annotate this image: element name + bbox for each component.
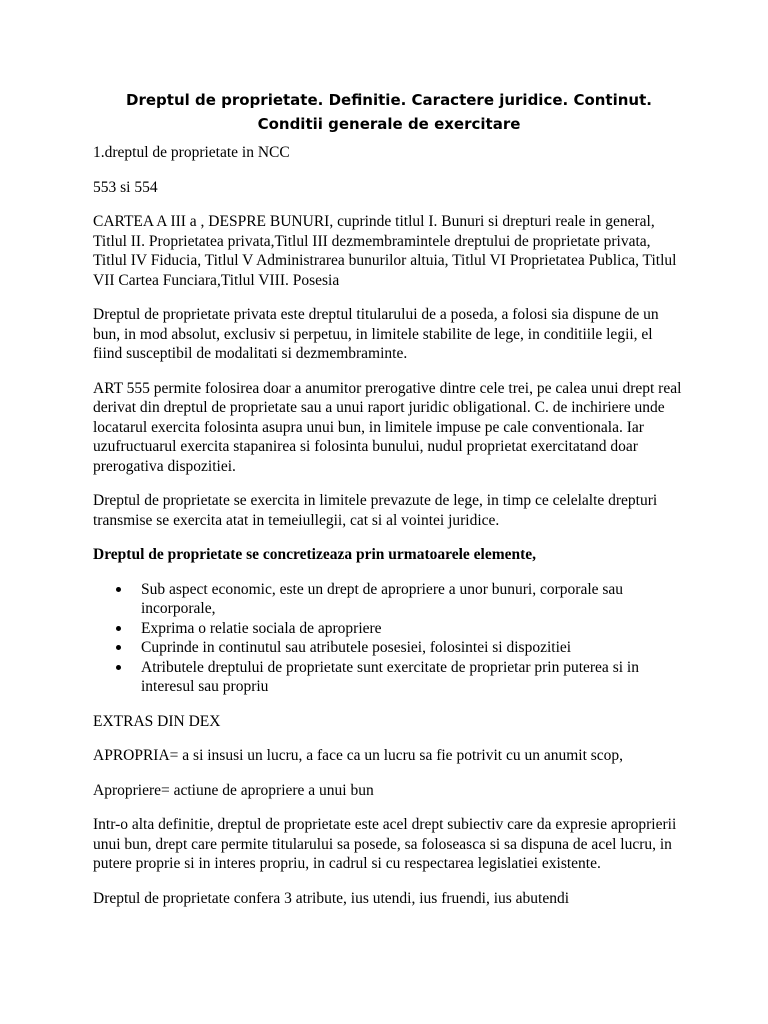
paragraph-ncc-heading: 1.dreptul de proprietate in NCC [93,144,290,161]
paragraph-alternate-definition: Intr-o alta definitie, dreptul de proprietate este acel drept subiectiv care da expresie aproprierii unui bun, drept care permite titularului sa posede, sa foloseasca si sa dispuna de acel lucru, in putere proprie si in interes propriu, in cadrul si cu respectarea legislatiei existente. [93,816,677,872]
paragraph-articles: 553 si 554 [93,178,158,196]
list-item [93,580,683,619]
paragraph-exercise-limits: Dreptul de proprietate se exercita in limitele prevazute de lege, in timp ce celelalte drepturi transmise se exercita atat in temeiullegii, cat si al vointei juridice. [93,492,658,529]
paragraph-cartea-a-iii: CARTEA A III a , DESPRE BUNURI, cuprinde titlul I. Bunuri si drepturi reale in general, Titlul II. Proprietatea privata,Titlul III dezmembramintele dreptului de proprietate privata, Titlul IV Fiducia, Titlul V Administrarea bunurilor altuia, Titlul VI Proprietatea Publica, Titlul VII Cartea Funciara,Titlul VIII. Posesia [93,213,677,289]
list-item [93,638,683,658]
paragraph-apropria: APROPRIA= a si insusi un lucru, a face ca un lucru sa fie potrivit cu un anumit scop, [93,747,624,764]
paragraph-extras-dex: EXTRAS DIN DEX [93,712,221,730]
bullet-icon [116,665,121,670]
list-item [93,658,683,697]
list-item-text: Exprima o relatie sociala de apropriere [141,619,382,637]
paragraph-art-555: ART 555 permite folosirea doar a anumitor prerogative dintre cele trei, pe calea unui drept real derivat din dreptul de proprietate sau a unui raport juridic obligational. C. de inchiriere unde locatarul exercita folosinta asupra unui bun, in limitele impuse pe cale conventionala. Iar uzufructuarul exercita stapanirea si folosinta bunului, nudul proprietat exercitatand doar prerogativa dispozitiei. [93,379,682,475]
bullet-list [93,580,683,697]
bullet-icon [116,645,121,650]
list-item-text: Atributele dreptului de proprietate sunt exercitate de proprietar prin puterea si in interesul sau propriu [141,658,639,695]
document-body [93,143,683,923]
bullet-icon [116,587,121,592]
list-item [93,619,683,639]
list-item-text: Cuprinde in continutul sau atributele posesiei, folosintei si dispozitiei [141,639,572,656]
bullet-icon [116,626,121,631]
list-item-text: Sub aspect economic, este un drept de apropriere a unor bunuri, corporale sau incorporale, [141,580,624,617]
bold-heading-elements: Dreptul de proprietate se concretizeaza prin urmatoarele elemente, [93,546,537,563]
document-title: Dreptul de proprietate. Definitie. Caractere juridice. Continut. Conditii generale de exercitare [126,91,652,133]
paragraph-definition: Dreptul de proprietate privata este dreptul titularului de a poseda, a folosi sia dispune de un bun, in mod absolut, exclusiv si perpetuu, in limitele stabilite de lege, in conditiile legii, el fiind susceptibil de modalitati si dezmembraminte. [93,306,659,362]
paragraph-apropriere: Apropriere= actiune de apropriere a unui bun [93,781,374,799]
paragraph-three-attributes: Dreptul de proprietate confera 3 atribute, ius utendi, ius fruendi, ius abutendi [93,889,570,907]
